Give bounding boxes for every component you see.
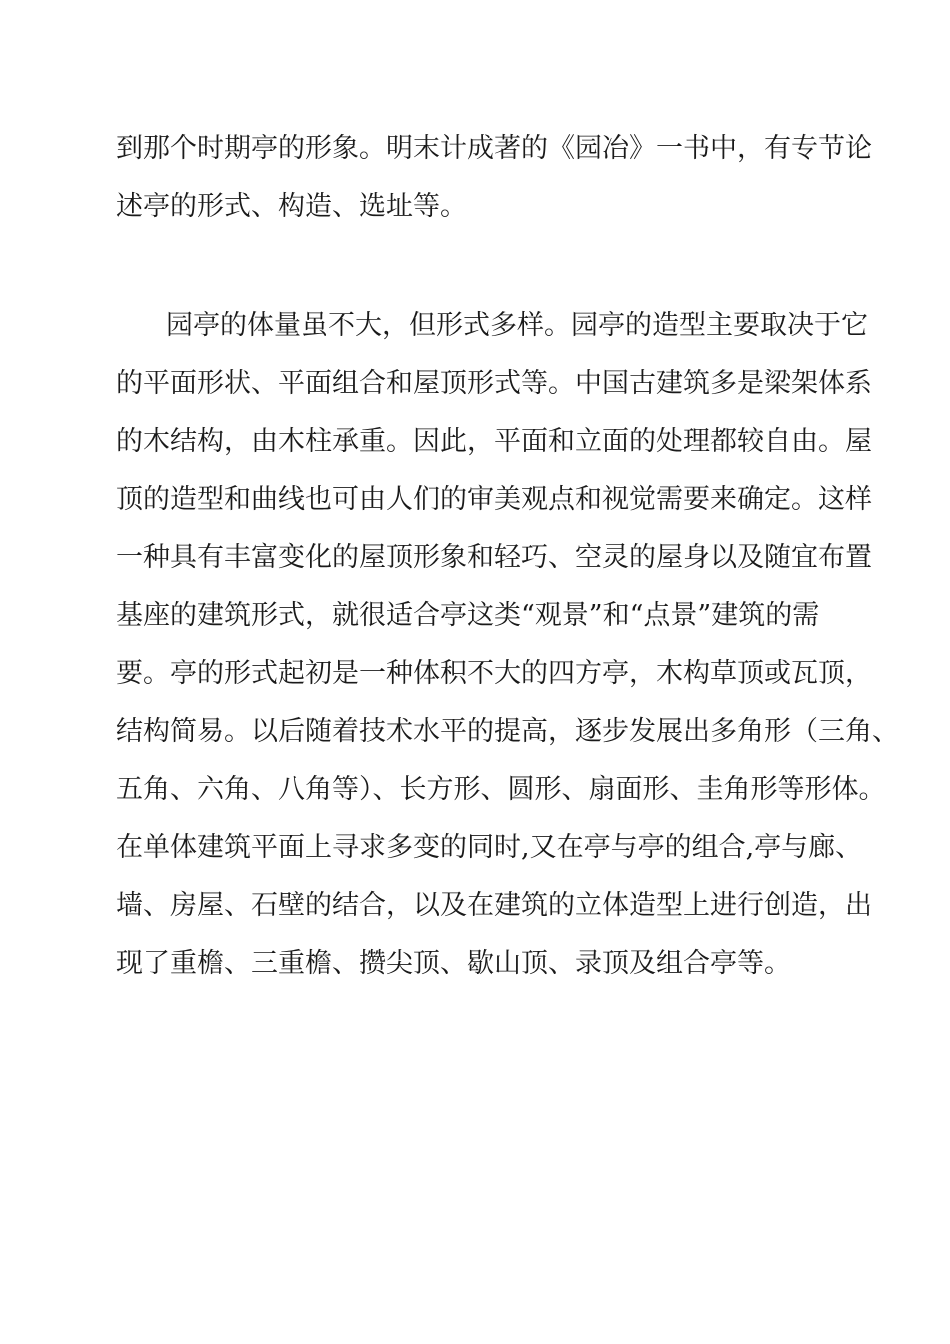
text-line: 到那个时期亭的形象。明末计成著的《园冶》一书中，有专节论 bbox=[116, 133, 872, 164]
text-line: 现了重檐、三重檐、攒尖顶、歇山顶、录顶及组合亭等。 bbox=[116, 948, 791, 979]
body-text bbox=[116, 120, 899, 993]
text-line: 顶的造型和曲线也可由人们的审美观点和视觉需要来确定。这样 bbox=[116, 484, 872, 515]
text-line: 五角、六角、八角等）、长方形、圆形、扇面形、圭角形等形体。 bbox=[116, 774, 886, 805]
text-line: 的平面形状、平面组合和屋顶形式等。中国古建筑多是梁架体系 bbox=[116, 368, 872, 399]
text-line: 在单体建筑平面上寻求多变的同时,又在亭与亭的组合,亭与廊、 bbox=[116, 832, 863, 863]
paragraph-1 bbox=[116, 120, 872, 236]
text-line: 一种具有丰富变化的屋顶形象和轻巧、空灵的屋身以及随宜布置 bbox=[116, 542, 872, 573]
text-line: 基座的建筑形式，就很适合亭这类“观景”和“点景”建筑的需 bbox=[116, 600, 820, 631]
text-line: 的木结构，由木柱承重。因此，平面和立面的处理都较自由。屋 bbox=[116, 426, 872, 457]
text-line: 园亭的体量虽不大，但形式多样。园亭的造型主要取决于它 bbox=[166, 310, 868, 341]
paragraph-spacer bbox=[116, 236, 846, 297]
text-line: 要。亭的形式起初是一种体积不大的四方亭，木构草顶或瓦顶， bbox=[116, 658, 872, 689]
paragraph-2 bbox=[116, 297, 899, 993]
text-line: 结构简易。以后随着技术水平的提高，逐步发展出多角形（三角、 bbox=[116, 716, 899, 747]
text-line: 墙、房屋、石壁的结合，以及在建筑的立体造型上进行创造，出 bbox=[116, 890, 872, 921]
text-line: 述亭的形式、构造、选址等。 bbox=[116, 191, 467, 222]
